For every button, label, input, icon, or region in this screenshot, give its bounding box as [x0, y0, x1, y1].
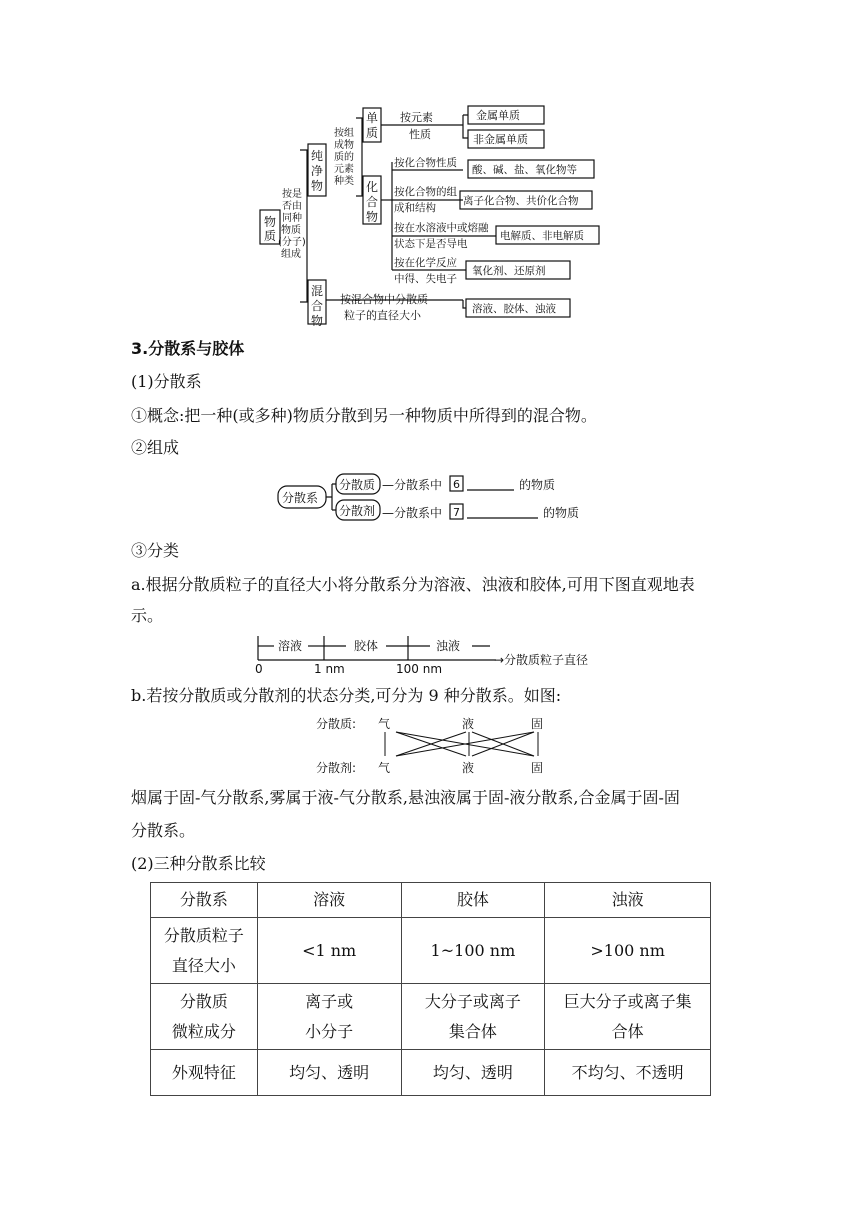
- axis-label: →分散质粒子直径: [494, 653, 589, 667]
- state-dispersant-label: 分散剂:: [316, 761, 357, 775]
- classification-tree: [250, 100, 610, 330]
- table-header-cell: 浊液: [545, 883, 711, 918]
- table-cell: 1~100 nm: [401, 918, 545, 984]
- composition-diagram: [270, 470, 600, 526]
- table-cell: 巨大分子或离子集 合体: [545, 984, 711, 1050]
- size-axis-diagram: [250, 632, 610, 676]
- concept-text: ①概念:把一种(或多种)物质分散到另一种物质中所得到的混合物。: [131, 406, 597, 425]
- para-c-line2: 分散系。: [131, 821, 196, 840]
- table-cell: 不均匀、不透明: [545, 1050, 711, 1096]
- axis-tick-1nm: 1 nm: [314, 662, 345, 676]
- tree-pure: 纯净物: [311, 149, 324, 193]
- state-bottom-solid: 固: [531, 761, 544, 775]
- tree-element-criterion: 按元素性质: [400, 111, 433, 141]
- tree-element: 单质: [366, 111, 379, 140]
- table-header-cell: 胶体: [401, 883, 545, 918]
- tree-mixture-leaf: 溶液、胶体、浊液: [472, 303, 556, 315]
- section-title: 3.分散系与胶体: [131, 339, 245, 358]
- axis-tick-100nm: 100 nm: [396, 662, 443, 676]
- axis-segment-colloid: 胶体: [354, 639, 379, 653]
- table-cell: 均匀、透明: [401, 1050, 545, 1096]
- para-c-line1: 烟属于固-气分散系,雾属于液-气分散系,悬浊液属于固-液分散系,合金属于固-固: [131, 788, 680, 807]
- state-bottom-liquid: 液: [462, 761, 475, 775]
- tree-mixture-criterion: 按混合物中分散质粒子的直径大小: [340, 293, 428, 322]
- table-row: [151, 984, 711, 1050]
- para-a-line1: a.根据分散质粒子的直径大小将分散系分为溶液、浊液和胶体,可用下图直观地表: [131, 575, 695, 594]
- comp-blank1-number: 6: [453, 478, 460, 491]
- comp-line1-prefix: —分散系中: [382, 478, 443, 492]
- state-top-liquid: 液: [462, 717, 475, 731]
- axis-tick-0: 0: [255, 662, 263, 676]
- classify-heading: ③分类: [131, 541, 180, 560]
- table-cell: <1 nm: [257, 918, 401, 984]
- tree-compound-leaf-1: 酸、碱、盐、氧化物等: [472, 164, 577, 176]
- table-row-label: 外观特征: [151, 1050, 258, 1096]
- table-row: [151, 1050, 711, 1096]
- subsection-dispersion: (1)分散系: [131, 372, 202, 391]
- tree-compound-leaf-3: 电解质、非电解质: [500, 230, 584, 242]
- comp-dispersant: 分散剂: [339, 504, 376, 518]
- table-row-label: 分散质粒子 直径大小: [151, 918, 258, 984]
- subsection-comparison: (2)三种分散系比较: [131, 854, 266, 873]
- comp-blank2-number: 7: [453, 506, 460, 519]
- table-cell: >100 nm: [545, 918, 711, 984]
- comp-line2-suffix: 的物质: [543, 506, 580, 520]
- comparison-table: [150, 882, 711, 1096]
- tree-root-criterion: 按是否由同种物质(分子)组成: [278, 189, 306, 260]
- table-header-row: [151, 883, 711, 918]
- table-cell: 均匀、透明: [257, 1050, 401, 1096]
- para-b: b.若按分散质或分散剂的状态分类,可分为 9 种分散系。如图:: [131, 686, 562, 705]
- axis-segment-suspension: 浊液: [436, 639, 461, 653]
- comp-root: 分散系: [282, 491, 319, 505]
- tree-mixture: 混合物: [311, 284, 324, 328]
- tree-leaf-nonmetal: 非金属单质: [473, 133, 528, 146]
- tree-compound-leaf-4: 氧化剂、还原剂: [472, 265, 546, 277]
- table-cell: 大分子或离子 集合体: [401, 984, 545, 1050]
- state-bottom-gas: 气: [378, 761, 391, 775]
- state-top-gas: 气: [378, 717, 391, 731]
- state-diagram: [312, 712, 562, 776]
- table-cell: 离子或 小分子: [257, 984, 401, 1050]
- table-row: [151, 918, 711, 984]
- tree-compound-criteria: 按化合物性质按化合物的组成和结构按在水溶液中或熔融状态下是否导电按在化学反应中得、失电子: [394, 157, 489, 285]
- tree-compound: 化合物: [366, 180, 379, 224]
- tree-root: 物质: [264, 215, 277, 243]
- table-row-label: 分散质 微粒成分: [151, 984, 258, 1050]
- tree-leaf-metal: 金属单质: [476, 109, 520, 122]
- composition-heading: ②组成: [131, 438, 180, 457]
- axis-segment-solution: 溶液: [278, 639, 303, 653]
- tree-compound-leaf-2: 离子化合物、共价化合物: [463, 195, 579, 207]
- state-dispersate-label: 分散质:: [316, 717, 357, 731]
- comp-line1-suffix: 的物质: [519, 478, 556, 492]
- tree-pure-criterion: 按组成物质的元素种类: [334, 128, 354, 187]
- comp-dispersate: 分散质: [339, 478, 376, 492]
- table-header-cell: 溶液: [257, 883, 401, 918]
- state-top-solid: 固: [531, 717, 544, 731]
- table-header-cell: 分散系: [151, 883, 258, 918]
- comp-line2-prefix: —分散系中: [382, 506, 443, 520]
- para-a-line2: 示。: [131, 606, 164, 625]
